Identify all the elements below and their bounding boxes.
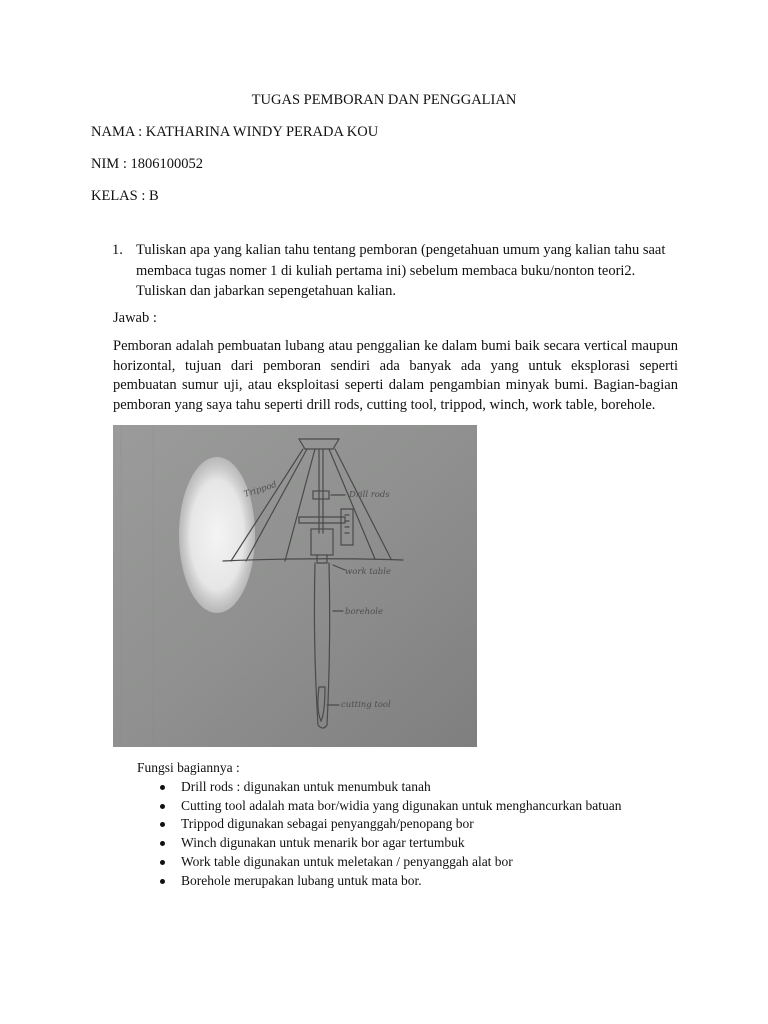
functions-list (158, 778, 622, 890)
question-text: Tuliskan apa yang kalian tahu tentang pemboran (pengetahuan umum yang kalian tahu saat membaca tugas nomer 1 di kuliah pertama ini) sebelum membaca buku/nonton teori2. Tuliskan dan jabarkan sepengetahuan kalian. (136, 242, 666, 299)
drilling-rig-sketch (113, 425, 477, 747)
list-item: Winch digunakan untuk menarik bor agar tertumbuk (158, 834, 622, 853)
sketch-drawing (113, 425, 477, 747)
label-cutting-tool: cutting tool (341, 700, 391, 710)
student-class: KELAS : B (91, 188, 159, 204)
document-title: TUGAS PEMBORAN DAN PENGGALIAN (251, 92, 517, 108)
question-number: 1. (112, 242, 123, 258)
list-item: Work table digunakan untuk meletakan / penyanggah alat bor (158, 853, 622, 872)
light-glare (179, 457, 255, 613)
bullet-icon (160, 841, 165, 846)
bullet-icon (160, 804, 165, 809)
bullet-icon (160, 822, 165, 827)
label-trippod: Trippod (242, 479, 279, 500)
student-nim: NIM : 1806100052 (91, 156, 203, 172)
question-1 (112, 240, 672, 302)
list-item: Trippod digunakan sebagai penyanggah/penopang bor (158, 815, 622, 834)
label-borehole: borehole (345, 607, 383, 617)
student-name: NAMA : KATHARINA WINDY PERADA KOU (91, 124, 379, 140)
list-item: Drill rods : digunakan untuk menumbuk tanah (158, 778, 622, 797)
label-work-table: work table (345, 567, 391, 577)
functions-label: Fungsi bagiannya : (137, 760, 240, 775)
answer-label: Jawab : (113, 310, 157, 326)
bullet-icon (160, 879, 165, 884)
label-drill-rods: Drill rods (349, 490, 390, 500)
sketch-paper (113, 425, 477, 747)
list-item: Cutting tool adalah mata bor/widia yang digunakan untuk menghancurkan batuan (158, 797, 622, 816)
answer-paragraph: Pemboran adalah pembuatan lubang atau penggalian ke dalam bumi baik secara vertical maupun horizontal, tujuan dari pemboran sendiri ada banyak ada yang untuk eksplorasi seperti pembuatan sumur uji, atau eksploitasi seperti dalam pengambian minyak bumi. Bagian-bagian pemboran yang saya tahu seperti drill rods, cutting tool, trippod, winch, work table, borehole. (113, 338, 678, 413)
bullet-icon (160, 785, 165, 790)
bullet-icon (160, 860, 165, 865)
list-item: Borehole merupakan lubang untuk mata bor. (158, 872, 622, 891)
